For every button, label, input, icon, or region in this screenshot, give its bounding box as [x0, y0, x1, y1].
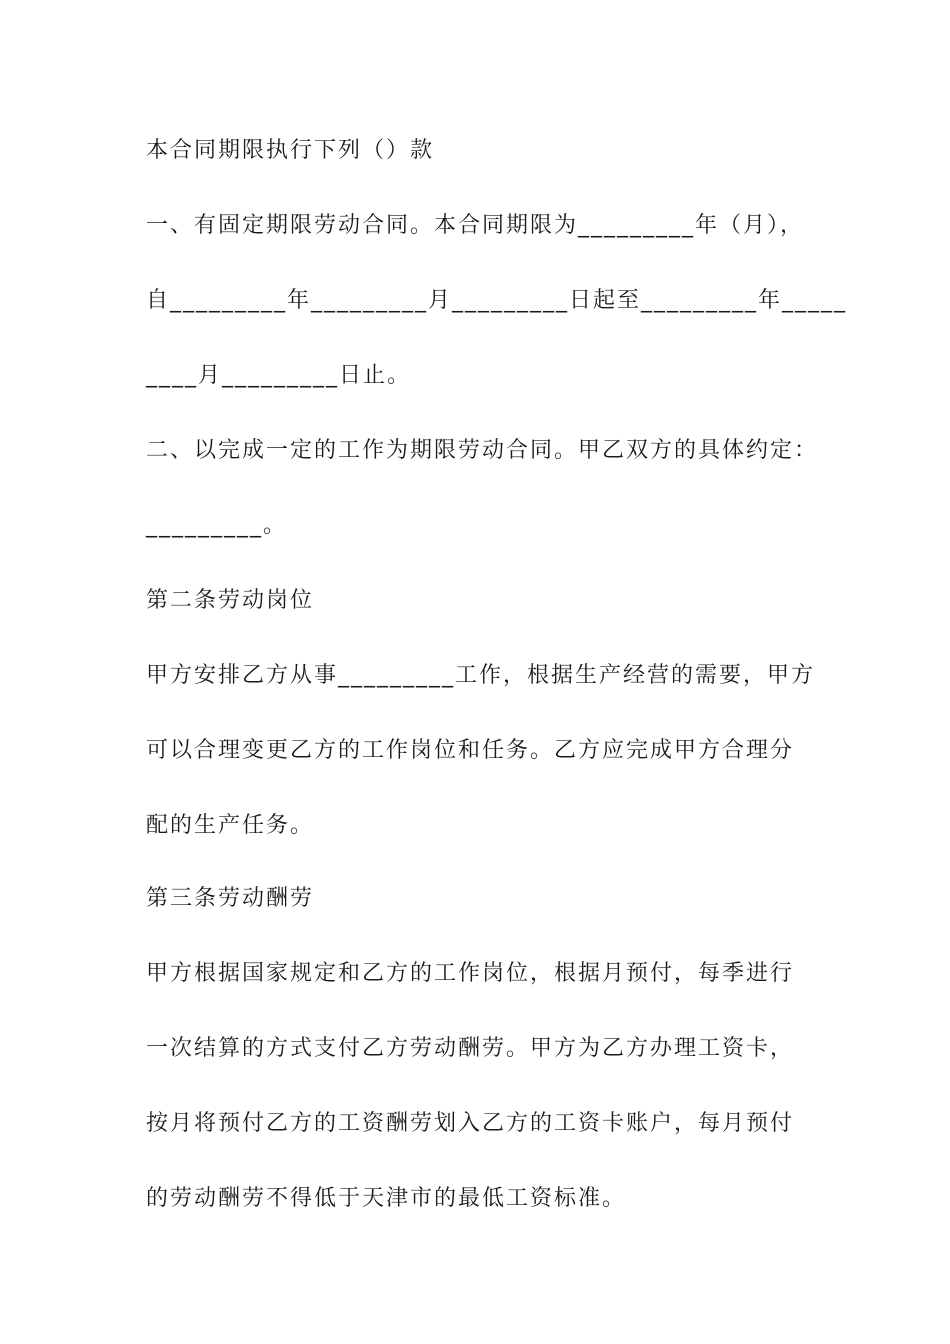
article-two-para-line-3: 配的生产任务。 [146, 813, 315, 838]
task-term-clause: 二、以完成一定的工作为期限劳动合同。甲乙双方的具体约定： [146, 438, 819, 463]
article-two-para-line-1: 甲方安排乙方从事_________工作，根据生产经营的需要，甲方 [146, 663, 816, 688]
article-three-heading: 第三条劳动酬劳 [146, 886, 315, 911]
article-two-para-line-2: 可以合理变更乙方的工作岗位和任务。乙方应完成甲方合理分 [146, 738, 795, 763]
contract-term-heading: 本合同期限执行下列（）款 [146, 138, 435, 163]
term-dates-end-line: ____月_________日止。 [146, 363, 412, 388]
article-three-para-line-3: 按月将预付乙方的工资酬劳划入乙方的工资卡账户，每月预付 [146, 1111, 795, 1136]
article-three-para-line-2: 一次结算的方式支付乙方劳动酬劳。甲方为乙方办理工资卡， [146, 1036, 795, 1061]
fixed-term-clause: 一、有固定期限劳动合同。本合同期限为_________年（月）， [146, 213, 805, 238]
task-term-blank: _________。 [146, 513, 288, 538]
article-two-heading: 第二条劳动岗位 [146, 588, 315, 613]
article-three-para-line-1: 甲方根据国家规定和乙方的工作岗位，根据月预付，每季进行 [146, 961, 795, 986]
term-dates-line: 自_________年_________月_________日起至_________年_____ [146, 288, 848, 313]
article-three-para-line-4: 的劳动酬劳不得低于天津市的最低工资标准。 [146, 1186, 627, 1211]
